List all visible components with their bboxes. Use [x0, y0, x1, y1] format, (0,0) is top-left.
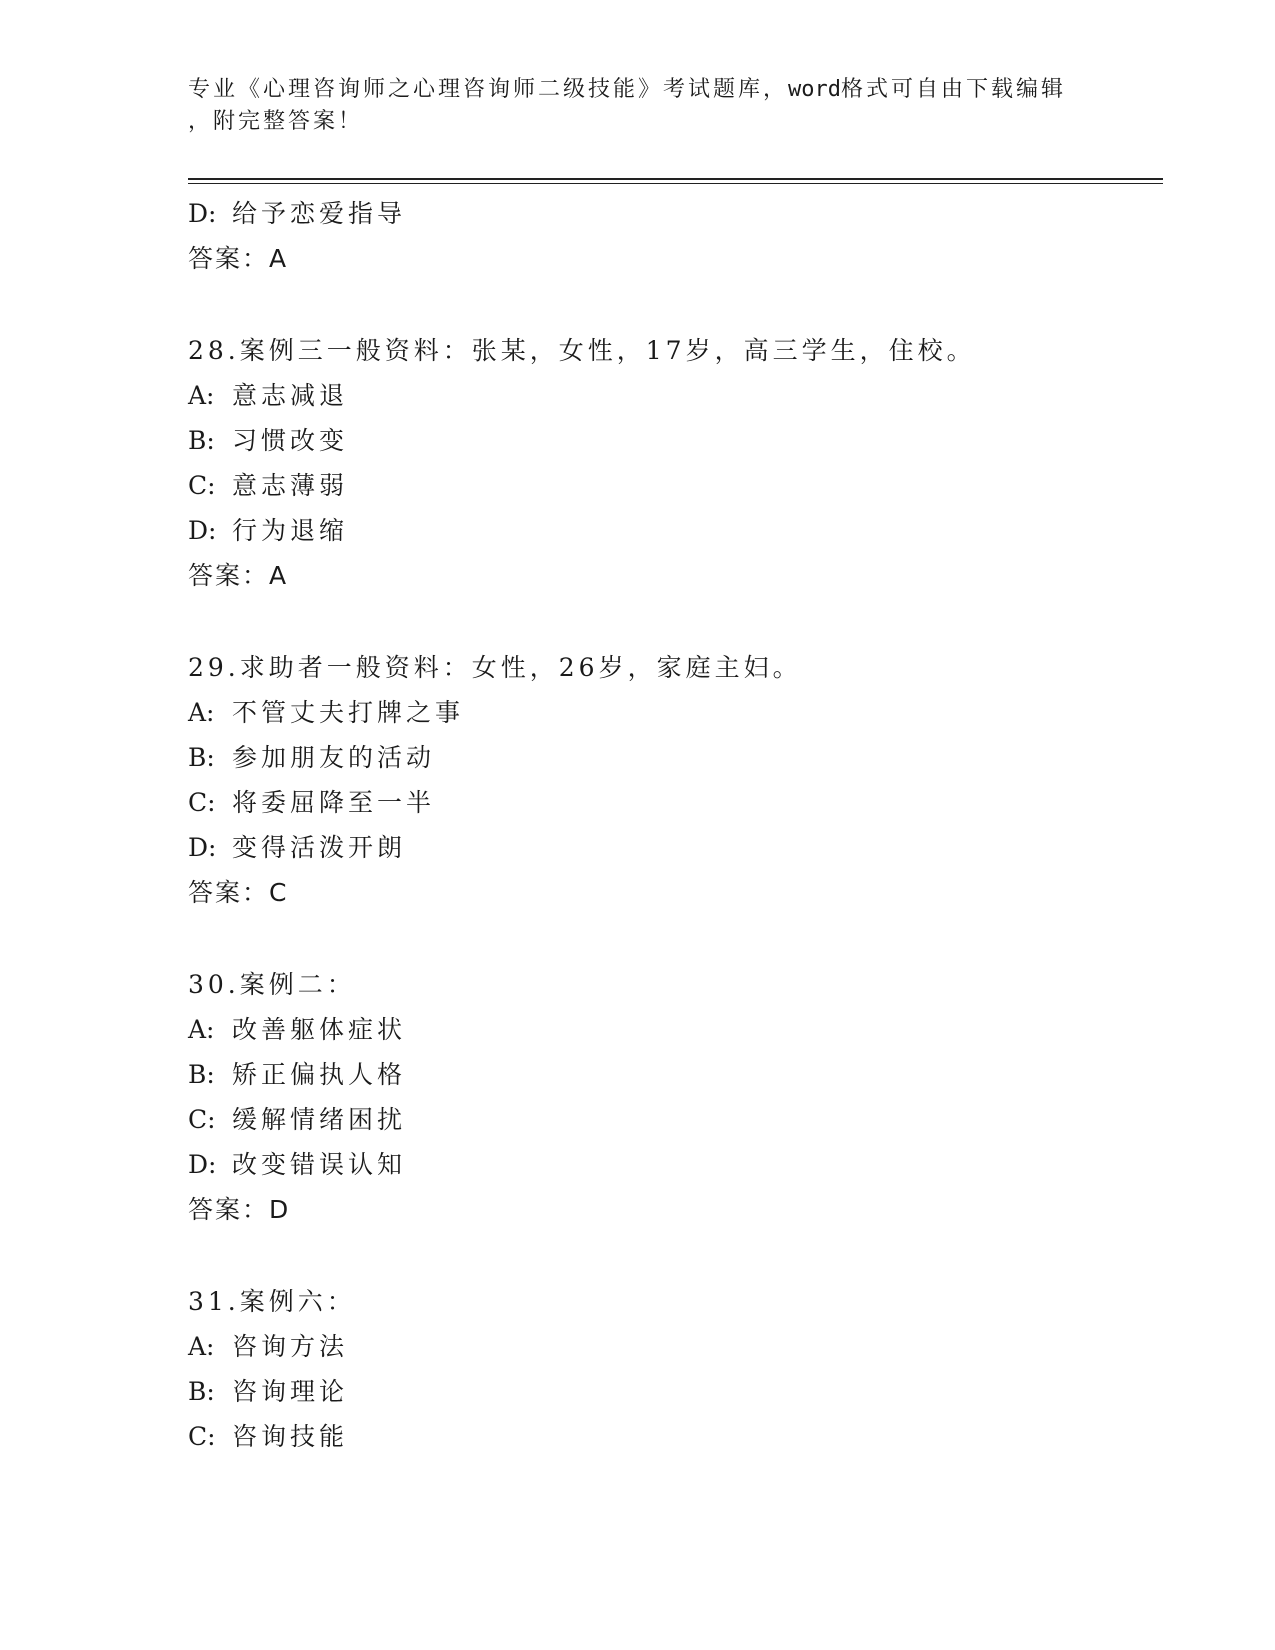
option-b	[188, 1369, 1168, 1414]
option-letter: B:	[188, 1377, 215, 1406]
question-stem: 28.案例三一般资料：张某，女性，17岁，高三学生，住校。	[188, 336, 976, 365]
option-text: 意志薄弱	[232, 471, 349, 500]
option-a	[188, 1324, 1168, 1369]
answer-line: 答案：A	[188, 561, 289, 590]
header-title-prefix: 专业《心理咨询师之心理咨询师二级技能》考试题库，	[188, 77, 789, 102]
option-text: 行为退缩	[232, 516, 349, 545]
option-d	[188, 191, 1168, 236]
answer-line: 答案：D	[188, 1195, 291, 1224]
spacer	[188, 281, 1168, 328]
option-letter: D:	[188, 833, 217, 862]
question-stem: 30.案例二：	[188, 970, 356, 999]
option-c	[188, 463, 1168, 508]
option-letter: D:	[188, 1150, 217, 1179]
option-text: 改变错误认知	[232, 1150, 407, 1179]
option-text: 咨询方法	[232, 1332, 349, 1361]
header-line-1	[188, 74, 1088, 106]
option-text: 改善躯体症状	[232, 1015, 407, 1044]
option-c	[188, 1414, 1168, 1459]
option-b	[188, 1052, 1168, 1097]
option-letter: D:	[188, 199, 217, 228]
option-letter: B:	[188, 743, 215, 772]
option-c	[188, 1097, 1168, 1142]
option-letter: B:	[188, 426, 215, 455]
option-b	[188, 418, 1168, 463]
option-letter: C:	[188, 471, 216, 500]
option-letter: C:	[188, 1105, 216, 1134]
option-text: 意志减退	[232, 381, 349, 410]
option-a	[188, 1007, 1168, 1052]
option-letter: D:	[188, 516, 217, 545]
question-stem: 29.求助者一般资料：女性，26岁，家庭主妇。	[188, 653, 802, 682]
option-d	[188, 508, 1168, 553]
spacer	[188, 598, 1168, 645]
option-text: 给予恋爱指导	[232, 199, 407, 228]
option-d	[188, 825, 1168, 870]
option-text: 矫正偏执人格	[232, 1060, 407, 1089]
header-line-2: ，附完整答案！	[188, 109, 364, 134]
option-a	[188, 690, 1168, 735]
question-list	[188, 191, 1168, 1459]
option-text: 变得活泼开朗	[232, 833, 407, 862]
option-letter: B:	[188, 1060, 215, 1089]
option-letter: A:	[188, 1015, 215, 1044]
question-stem: 31.案例六：	[188, 1287, 356, 1316]
option-letter: A:	[188, 1332, 215, 1361]
option-c	[188, 780, 1168, 825]
option-text: 不管丈夫打牌之事	[232, 698, 465, 727]
option-b	[188, 735, 1168, 780]
option-letter: C:	[188, 788, 216, 817]
option-letter: C:	[188, 1422, 216, 1451]
spacer	[188, 1232, 1168, 1279]
option-text: 咨询技能	[232, 1422, 349, 1451]
option-d	[188, 1142, 1168, 1187]
option-text: 将委屈降至一半	[232, 788, 436, 817]
header-divider	[188, 178, 1163, 184]
header-word-format: word	[788, 77, 841, 102]
option-text: 习惯改变	[232, 426, 349, 455]
option-letter: A:	[188, 381, 215, 410]
page-header	[188, 74, 1088, 138]
answer-line: 答案：A	[188, 244, 289, 273]
option-text: 缓解情绪困扰	[232, 1105, 407, 1134]
spacer	[188, 915, 1168, 962]
option-a	[188, 373, 1168, 418]
option-text: 咨询理论	[232, 1377, 349, 1406]
option-letter: A:	[188, 698, 215, 727]
header-title-suffix: 格式可自由下载编辑	[841, 77, 1067, 102]
option-text: 参加朋友的活动	[232, 743, 436, 772]
answer-line: 答案：C	[188, 878, 289, 907]
